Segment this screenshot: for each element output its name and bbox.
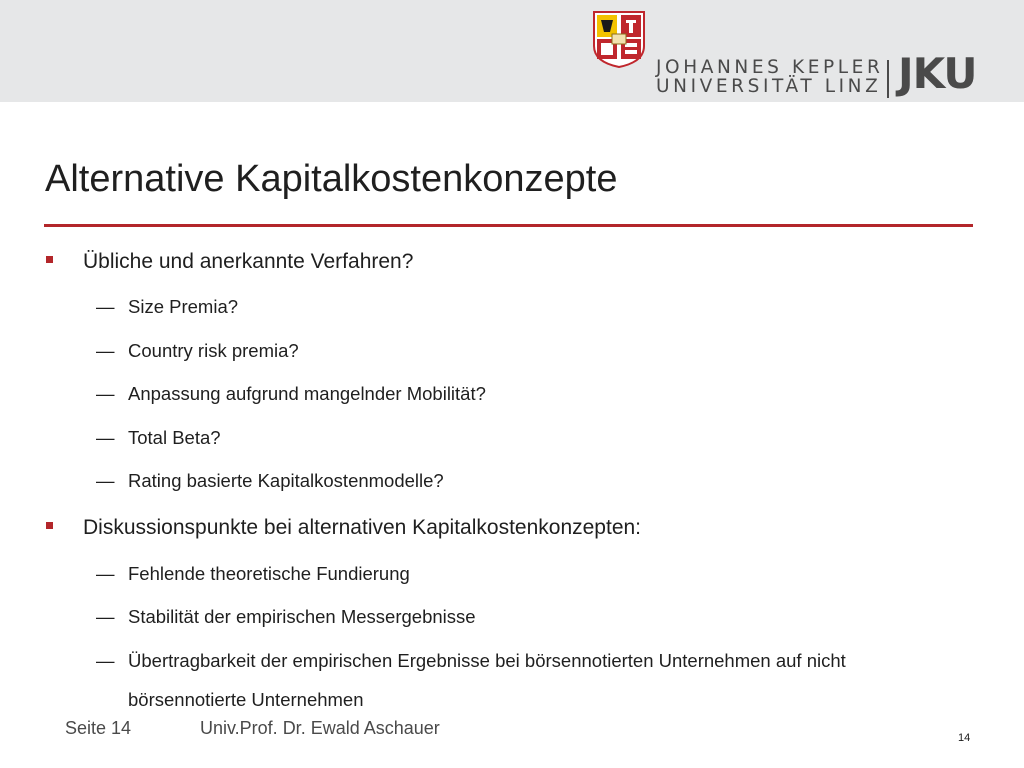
dash-bullet-icon: — <box>96 340 115 361</box>
slide-number: 14 <box>958 732 971 744</box>
bullet-text: Rating basierte Kapitalkostenmodelle? <box>128 470 444 491</box>
dash-bullet-icon: — <box>96 606 115 627</box>
bullet-text: Übertragbarkeit der empirischen Ergebnisse bei börsennotierten Unternehmen auf nicht <box>128 650 846 671</box>
bullet-text: Anpassung aufgrund mangelnder Mobilität? <box>128 383 486 404</box>
university-name <box>656 58 883 96</box>
dash-bullet-icon: — <box>96 470 115 491</box>
bullet-text: Size Premia? <box>128 296 239 317</box>
dash-bullet-icon: — <box>96 563 115 584</box>
jku-coat-of-arms-icon <box>592 10 646 68</box>
bullet-text: Total Beta? <box>128 427 221 448</box>
dash-bullet-icon: — <box>96 427 115 448</box>
university-name-line1: JOHANNES KEPLER <box>656 57 884 78</box>
bullet-text: Fehlende theoretische Fundierung <box>128 563 410 584</box>
dash-bullet-icon: — <box>96 650 115 671</box>
logo-divider <box>887 60 889 98</box>
bullet-text: Country risk premia? <box>128 340 299 361</box>
jku-logo: JKU <box>898 49 977 98</box>
square-bullet-icon <box>46 256 53 263</box>
university-name-line2: UNIVERSITÄT LINZ <box>656 76 882 97</box>
bullet-text: Diskussionspunkte bei alternativen Kapitalkostenkonzepten: <box>83 516 642 539</box>
footer-page-label: Seite 14 <box>65 718 132 738</box>
bullet-text: Übliche und anerkannte Verfahren? <box>83 250 414 273</box>
square-bullet-icon <box>46 522 53 529</box>
dash-bullet-icon: — <box>96 296 115 317</box>
title-underline <box>44 224 973 227</box>
bullet-text-continuation: börsennotierte Unternehmen <box>128 689 364 710</box>
dash-bullet-icon: — <box>96 383 115 404</box>
bullet-text: Stabilität der empirischen Messergebnisse <box>128 606 476 627</box>
footer-author: Univ.Prof. Dr. Ewald Aschauer <box>200 718 440 738</box>
slide-title: Alternative Kapitalkostenkonzepte <box>45 158 618 200</box>
